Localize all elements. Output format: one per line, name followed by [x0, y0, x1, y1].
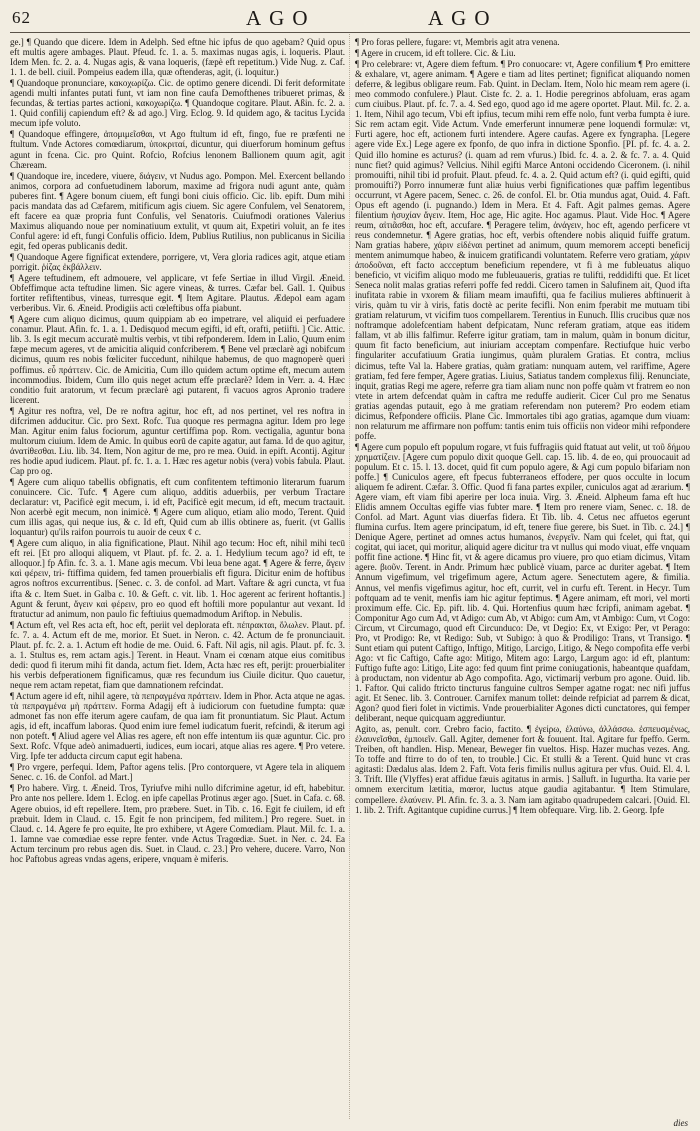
dictionary-paragraph: ¶ Actum eft, vel Res acta eft, hoc eft, periit vel deplorata eft. πέπρακται, ὄλωλεν. Plaut. pf. fc. 7. a. 4. Actum eft de me, morior. Et Suet. in Neron. c. 42. Actum de fe pronunciauit. Plaut. pf. fc. 2. a. 1. Actum eft hodie de me. Ouid. 6. Faft. Nil agis, nil agis. Plaut. pf. fc. 3. a. 1. Stultus es, rem actam agis.] Terent. in Heaut. Vnam ei cœnam atque eius comitibus dedi: quod fi iterum mihi fit danda, actum fiet. Idem, Acta hæc res eft, perijt: prouerbialiter his verbis defperationem fignificamus, quæ res fecundum ius Ciuile dicitur. Quo cauetur, neque rem actam repetat, fiam que damnationem refcindat. [10, 619, 345, 690]
dictionary-paragraph: ¶ Pro foras pellere, fugare: vt, Membris agit atra venena. [355, 37, 560, 47]
dictionary-paragraph: ¶ Pro celebrare: vt, Agere diem feftum. ¶ Pro conuocare: vt, Agere confilium ¶ Pro emittere & exhalare, vt, agere animam. ¶ Agere e tiam ad lites pertinet; fignificat aliquando nomen deferre, & legibus obligare reum. Fab. Quint. in Declam. Item, Nolo hic meam rem agere (i. meo commodo confulere.) Plaut. Ciste fc. 2. a. 1. Hodie peregrinos abfoluam, eras agam cum ciuibus. Plaut. pf. fc. 7. a. 4. Sed ego, quod ago id me agere oportet. Plaut. Mil. fc. 2. a. 1. Item, Nihil ago tecum, Vbi eft ipfius, tecum mihi rem effe nolo, funt verba fumpta è iure. Sic rem actam egit. Vide Actum. Vnde emerferunt innumeræ pene loquendi formulæ: vt, Furti agere, hoc eft, actionem furti intendere. Agere caufas. Agere ex fyngrapha. [Legere agere vide Ex.] Lege agere ex fponfo, de quo infra in dictione Sponfio. [PI. pf. fc. 4. a. 2. Quid illo homine es acturus? (i. quam ad rem vfurus.) Ibid. fc. 4. a. 2. & fc. 7. a. 4. Quid nunc fiet? quid agimus? Vellcius. Nihil egifti Marce Antoni occidendo Ciceronem. (i. nihil promouifti, nihil tibi id profuit. Plaut. pfeud. fc. 4. a. 2. Quid actum eft? (i. quid egifti, quid promouifti?) Porro innumeræ funt aliæ huius verbi fignificationes quæ paffim legentibus occurrunt, vt Agere pacem, Senec. c. 26. de confol. El. br. Otia mundus agat, Ouid. 4. Faft. Opus eft agendo (i. pugnando.) Idem in Mera. Et 4. Faft. Agit palmes gemas. Agere filentium ἡσυχίαν ἄγειν. Item, Hoc age, Hic agite. Hoc agamus. Plaut. Vide Hoc. ¶ Agere reum, αἰτιᾶσθαι, hoc eft, accufare. ¶ Peragere telim, ἀνάγειν, hoc eft, agendo perficere vt reus condemnetur. ¶ Agere gratias, hoc eft, verbis oftendere nobis aliquid fuiffe gratum. Nam gratias habere, χάριν εἰδέναι pertinet ad animum, quum memorem accepti beneficij mentem animumque habeo, & inuicem gratificandi voluntatem. Referre vero gratiam, χάριν ἀποδοῦναι, eft facto accceptum beneficium rependere, vt fi à me fubleuatus aliquo beneficio, vt vicifim aliquo modo me fubleuaueris, gratias re tulifti, reddidifti que. Et licet Seneca nolit malas gratias referri poffe fed reddi. Cicero tamen in Salufinem ait, Quod ifta inufitata rabie in vxorem & filiam meam imaufifti, qua fe facilius mulieres abftinuerit à viris, quàm tu vir à viris, fatis doctè ac perite fecifli. Non enim fperabit me mutuam tibi gratiam relaturum, vt vicifim tuos compellarem. Terentius in Eunuch. Illis crucibus quæ nos noftramque adolefcentiam habent defpicatam, Nunc referam gratiam, atque eas itidem fallam, vt ab illis falfimur. Referre igitur gratiam, tam in malum, quàm in bonum dicitur, quum fit facto beneficium, aut iniuriam acceptam compenfare. Rectiufque huic verbo fingulariter accufatiuum Gratia iungimus, quàm pluralem Gratias. Et contra, mclius dicimus, tefte Val la. Habere gratias, quàm gratiam: nunquam autem, vel rariffime, Agere gratiam, fed fere femper, Agere gratias. Liuius, Satiatus tandem complexus filij. Renunciate, inquit, gratias Regi me agere, referre gra tiam aliam nunc non poffe quàm vt fratrem eo non vtete in artem defcendat quàm in caftra me reduffe audierit. Cicer Cul pro me Senatus gratias agendas putauit, ego à me gratiam referendam non puterem? Pro eodem etiam dicimus, Refpondere officiis. Plane Cic. Immortales tibi ago gratias, agamque dum viuam: non relaturum me affirmare non poffum: tantis enim tuis officiis non videor mihi refpondere poffe. [355, 59, 690, 441]
dictionary-paragraph: ¶ Quandoque ire, incedere, viuere, διάγειν, vt Nudus ago. Pompon. Mel. Exercent bellando animos, corpora ad confuetudinem laborum, maxime ad frigora nudi agunt ante, quàm puberes fint. ¶ Agere bonum ciuem, eft fungi boni ciuis officio. Cic. lib. epift. Dum mihi pacis mandata das ad Cæfarem, mitificum agis ciuem. Sic agere Confulem, vel Senatorem, eft facere ea quæ propria funt Confulis, vel Senatoris. Cuiufmodi orationes Valerius Maximus aliquando noue per nominatiuum extulit, vt quum ait, Expetiri voluit, an fe ites Conful agere: id eft, fungi Confulis officio. Idem, Publius Rutilius, non publicanus in Sicilia egit, fed operas publicanis dedit. [10, 170, 345, 251]
dictionary-paragraph: ¶ Agere in crucem, id eft tollere. Cic. & Liu. [355, 48, 516, 59]
dictionary-paragraph: ¶ Quandoque pronunciare, κακοχωρίζω. Cic. de optimo genere dicendi. Di ferit deformitate agendi multi infantes putati funt, vt iam non fine caufa Demofthenes tribueret primas, & fecundas, & tertias partes actioni, κακοχωρίζω. ¶ Quandoque cogitare. Plaut. Aßin. fc. 2. a. 1. Quid confilij capiendum eft? & ad ago.] Virg. Eclog. 9. Id quidem ago, & tacitus Lycida mecum ipfe voluto. [10, 78, 345, 129]
dictionary-paragraph: ¶ Agere teftudinem, eft admouere, vel applicare, vt fefe Sertiae in illud Virgil. Æneid. Obfeffimque acta teftudine limen. Sic agere vineas, & turres. Cæfar bel. Gall. 1. Quibus fortiter refiftentibus, vineas, turresque egit. ¶ Item Agitare. Plautus. Ædepol eam agam verberibus. Vir. 6. Æneid. Prodigiis acti cœleftibus offa piabunt. [10, 273, 345, 314]
dictionary-paragraph: ¶ Agere cum aliquo dicimus, quum quippiam ab eo impetrare, vel aliquid ei perfuadere conamur. Plaut. Afin. fc. 1. a. 1. Dedisquod mecum egifti, id eft, orafti, petiifti. ] Cic. Attic. lib. 3. Is egit mecum accuratè multis verbis, vt tibi refponderem. Idem in Lalio, Quum enim fæpe mecum ageres, vt de amicitia aliquid confcriberem. ¶ Bene vel præclarè agi nobifcum dicimus, quum res nobis fœliciter fuccedunt, nihilque habemus, de quo magnoperè queri poffimus. εὖ πράττειν. Cic. de Amicitia, Cum illo quidem actum optime eft, mecum autem incommodius. Ibidem, Cum illo quis neget actum effe præclarè? Idem in Verr. a. 4. Hæc conditio fuit aratorum, vt fecum præclarè agi putarent, fi vacuos agros Apronio tradere licerent. [10, 314, 345, 405]
dictionary-paragraph: ¶ Actum agere id eft, nihil agere, τὰ πεπραγμένα πράττειν. Idem in Phor. Acta atque ne agas. τὰ πεπραγμένα μὴ πράττειν. Forma Adagij eft à iudiciorum con fuetudine fumpta: quæ admonet fas non effe iterum agere caufam, de qua iam fit pronuntiatum. Sic Plaut. Actum agis, id eft, incaffum laboras. Quod enim iure femel iudicatum fuerit, refcindi, & iterum agi non poteft. ¶ Aliud agere vel Alias res agere, eft non effe intentum iis quæ aguntur. Cic. pro Sext. Rofc. Vfque adeò animaduerti, iudices, eum iocari, atque alias res agere. ¶ Pro vetere. Virg. Ipfe ter adducta circum caput egit habena. [10, 691, 345, 762]
dictionary-paragraph: Agito, as, penult. corr. Crebro facio, factito. ¶ ἐγείρω, ἐλαύνω, ἀλλάσσω. ἐσπευσμένως, ἐλαυνεῖσθαι, ἐμποιεῖν. Gall. Agiter, demener fort & fouuent. Ital. Agitare fur fpeffo. Germ. Treiben, oft handlen. Hisp. Menear, Beweger fin vueltos. Hisp. Hazer muchas vezes. Ang. To toffe and ftirre to do of ten, to trouble.] Cic. Et stulli & a Terent. Quid hunc vt cras agitasti: Dædalus alas. Idem 2. Faft. Vota feris fimilis nullus agitura per vfus. Ouid. El. 4. l. 3. Trift. Ille (Vlyffes) erat affidue fæuis agitatus in armis. ] Salluft. in Iugurtha. Ita varie per omnem exercitum lætitia, mœror, luctus atque gaudia agitabantur. ¶ Item Stimulare, compellere. ἐλαύνειν. Pl. Afin. fc. 3. a. 3. Nam iam agitabo quadrupedem calcari. [Ouid. El. 1. lib. 2. Trift. Agitantque cupidine currus.] ¶ Item obfequare. Virg. lib. 2. Georg. Ipfe [355, 724, 690, 815]
left-column [10, 37, 345, 1127]
dictionary-paragraph: ¶ Agere cum aliquo, in alia fignificatione, Plaut. Nihil ago tecum: Hoc eft, nihil mihi tecū eft rei. [Et pro alloqui aliquem, vt Plaut. pf. fc. 2. a. 1. Hedylium tecum ago? id eft, te alloquor.] fp Afin. fc. 3. a. 1. Mane agis mecum. Vbi leua bene agat. ¶ Agere & ferre, ἄγειν καὶ φέρειν, tri- ftiffima quidem, fed tamen prouerbialis eft figura. Dicitur enim de hoftibus agros noftros excurrentibus. [Senec. c. 3. de confol. ad Mart. Vaftare & agri cuncta, vt fua ifta & c. Item Suet. in Galba c. 10. & Geft. c. vit. lib. 1. Hoc agerent ac ferirent hoftantis.] Agunt & ferunt, ἄγειν καὶ φέρειν, pro eo quod eft hoftili more populantur aut vexant. Id ftratuctur ad animum, non paulo fic feftiuius quemadmodum Ariftop. in Nebulis. [10, 538, 345, 619]
text-columns [10, 37, 690, 1127]
right-column [355, 37, 690, 1127]
dictionary-paragraph: ¶ Quandoque effingere, ἀπομιμεῖσθαι, vt Ago ftultum id eft, fingo, fue re præfenti ne ftultum. Vnde Actores comœdiarum, ὑποκριταί, dicuntur, qui diuerforum hominum geftus agunt in fcena. Cic. pro Quint. Rofcio, Rofcius lenonem Ballionem quum agit, agit Chæream. [10, 129, 345, 170]
headword-right: AGO [428, 6, 498, 30]
dictionary-paragraph: ¶ Agere cum populo eft populum rogare, vt fuis fuffragiis quid ftatuat aut velit, ut τοῦ δήμου χρηματίζειν. [Agere cum populo dixit quoque Gell. cap. 15. lib. 4. de eo, qui prouocauit ad populum. Et c. 15. l. 13. docet, quid fit cum populo agere, & Agi cum populo bifariam non poffe.] ¶ Cuniculos agere, eft fpecus fubterraneos effodere, per quos occulte in locum aliquem fe adirent. Cæfar. 3. Offic. Quod fi fana partes expiler, cuniculos agat ad ærarium. ¶ Agere viam, eft viam fibi aperire per loca inuia. Virg. 3. Æneid. Alpheum fama eft huc Elidis amnem Occultas egiffe vias fubter mare. ¶ Item pro renere viam, Senec. c. 18. de Confol. ad Mart. Agunt vias diuerfas fidera. Et Tib. lib. 4. Cetus nec affuetos egerunt flumina curfus. Item agere principatum, id eft, tenere fiue gerere, bis Suet. in Tib. c. 24.] ¶ Denique Agere, pertinet ad omnes actus humanos, ἐνεργεῖν. Nam qui fcelet, qui ftat, qui cogitat, qui iacet, qui moritur, aliquid agere dicitur tra vt nullus qui modo viuat, effe vnquam poffit fine actione. ¶ Hinc fit, vt & agere dicamus pro viuere, pro quo etiam dicimus, Vitam agere. βιοῦν. Terent. in Andr. Primum hæc publicè viuam, parce ac duriter agebat. ¶ Item Annum vigefimum, vel trigefimum agere, Actum agere. Senectutem agere, & fimilia. Annus, vel menfis vigefimus agitur, hoc eft, currit, vel in curfu eft. Terent. in Hecyr. Tum poftquam ad te venit, menfis iam hic agitur feptimus. ¶ Agere animam, eft mori, vel morti proximum effe. Cic. Ep. pift. lib. 4. Qui. Hortenfius quum hæc fcripfi, animam agebat. ¶ Componitur Ago cum Ad, vt Adigo: cum Ab, vt Abigo: cum Am, vt Ambigo: Cum, vt Cogo: Circum, vt Circumago, quod eft Circunduco: De, vt Degio: Ex, vt Exigo: Per, vt Perago: Pro, vt Prodigo: Re, vt Redigo: Sub, vt Subigo: à quo & Prodiligo: Trans, vt Transigo. ¶ Sunt etiam qui putent Caftigo, Inftigo, Mitigo, Larcigo, Litigo, & Nego compofita effe verbi Ago: vt fic Caftigo, Cafte ago: Mitigo, Mitem ago: Largo, Largum ago: id eft, plantum: Fuftigo fufte ago: Litigo, Lite ago: fed quum fint prime coniugationis, habeantque quafdam, à productam, non videntur ab Ago compofita. Ago, victimarij verbum pro agone. Ouid. lib. 1. Faftor. Qui calido ftricto tincturus fanguine cultros Semper agatne rogat: nec nifi juffus agit. Et Senec. lib. 3. Controuer. Carnifex manum tollet: deinde refpiciat ad parrem & dicat, Agon? quod fieri folet in victimis. Vnde prouerbialiter Agones dicti cunctatores, qui femper deliberant, neque quicquam aggrediuntur. [355, 441, 690, 724]
catchword: dies [673, 1118, 688, 1128]
dictionary-paragraph: ¶ Pro vrgere, perfequi. Idem, Paftor agens telis. [Pro contorquere, vt Agere tela in aliquem Senec. c. 16. de Confol. ad Mart.] [10, 762, 345, 783]
running-header [10, 6, 690, 33]
dictionary-paragraph: ¶ Agitur res noftra, vel, De re noftra agitur, hoc eft, ad nos pertinet, vel res noftra in difcrimen adducitur. Cic. pro Sext. Rofc. Tua quoque res permagna agitur. Idem pro lege Man. Agitur enim falus fociorum, aguntur certiffima pop. Rom. vectigalia, aguntur bona multorum ciuium. Idem de Amic. In quibus eorū de capite agatur, aut fama. Id de quo agitur, ἀνατίθεσθαι. Liu. lib. 34. Item, Non agitur de me, pro re mea. Ouid. in epift. Acontij. Agitur res hodie apud iudicem. Plaut. pf. fc. 1. a. 1. Hæc res agetur nobis (vera) vobis fabula. Plaut. Cap pro og. [10, 405, 345, 476]
column-divider [349, 34, 350, 1119]
dictionary-paragraph: ¶ Agere cum aliquo tabellis obfignatis, eft cum confitentem teftimonio literarum fuarum conuincere. Cic. Tufc. ¶ Agere cum aliquo, additis aduerbiis, per verbum Tractare declaratur: vt, Pacificè egit mecum, i. id eft, Pacificè egit mecum, id eft, mecum tractauit. Non acerbè egit mecum, non inimicè. ¶ Agere cum aliquo, etiam alio modo, Terent. Quid cum illis agas, qui neque ius, & c. Id eft, Quid cum ab illis obtinere as, fuerit. (vt Gallis loquantur) qu'ils raifon pourrois tu auoir de ceux ¢ c. [10, 477, 345, 538]
headword-left: AGO [246, 6, 316, 30]
dictionary-paragraph: ¶ Quandoque Agere fignificat extendere, porrigere, vt, Vera gloria radices agit, atque etiam porrigit. ῥίζας ἐκβάλλειν. [10, 251, 345, 273]
dictionary-paragraph: ge.] ¶ Quando que dicere. Idem in Adelph. Sed eftne hic ipfus de quo agebam? Quid opus eft multis agere ambages. Plaut. Pfeud. fc. 1. a. 5. maximas nugas agis, i. loqueris. Plaut. Idem Men. fc. 2. a. 4. Nugas agis, & vana loqueris, (fæpè eft repetitum.) Vide Nug. z. Caf. 1. 1. de bell. ciuil. Pompeius eadem illa, quæ oftenderas, agit, (i. loquitur.) [10, 37, 345, 78]
dictionary-paragraph: ¶ Pro habere. Virg. t. Æneid. Tros, Tyriufve mihi nullo difcrimine agetur, id eft, habebitur. Pro ante nos pellere. Idem 1. Eclog. en ipfe capellas Protinus æger ago. [Suet. in Cafa. c. 68. Agere obuios, id eft repellere. Item, pro præbere. Suet. in Tib. c. 16. Egit fe ciuilem, id eft præbuit. Idem in Claud. c. 15. Egit fe non principem, fed militem.] Pro regere. Suet. in Claud. c. 14. Agere fe pro equite, Ite pro exhibere, vt Agere Comœdiam. Plaut. Mil. fc. 1. a. 1. Iamne vae comœdiae esse repre fenter. vnde Actus Tragœdiæ. Suet. in Ner. c. 24. Ea Actum tercinum pro rebus agen dis. Suet. in Claud. c. 23.] Pro vehere, ducere. Varro, Non hoc Paftobus agreas vndas agens, eripere, vnquam è miferis. [10, 783, 345, 864]
page-number: 62 [12, 8, 31, 27]
